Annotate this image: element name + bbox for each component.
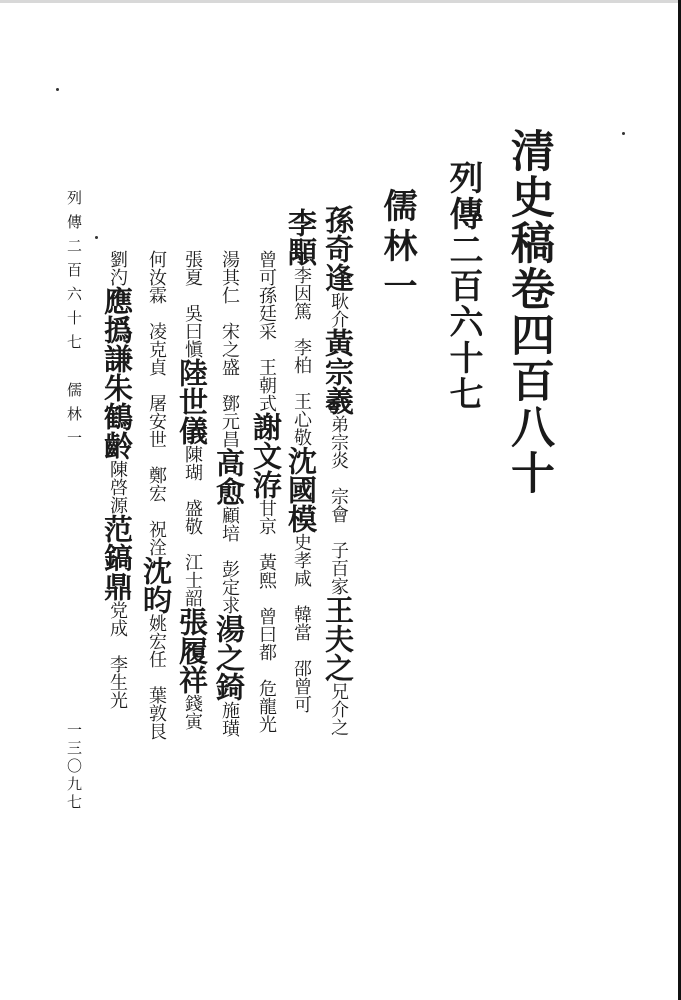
person-note: 張夏 吳曰愼 [182,250,203,358]
contents-column [249,250,283,733]
person-name: 謝文洊 [249,412,283,499]
person-name: 高愈 [212,448,246,506]
person-note: 耿介 [328,292,349,328]
person-note: 党成 李生光 [107,601,128,709]
person-name: 陸世儀 [175,358,209,445]
contents-column [100,250,134,709]
book-title: 清史稿卷四百八十 [503,128,554,496]
person-note: 顧培 彭定求 [219,506,240,614]
person-note: 姚宏任 葉敦艮 [146,614,167,740]
person-note: 李因篤 李柏 王心敬 [291,266,312,446]
contents-column [321,205,355,736]
person-name: 范鎬鼎 [100,514,134,601]
person-name: 沈昀 [139,556,173,614]
chapter-title: 儒林一 [377,188,417,308]
contents-column [139,250,173,740]
person-note: 施璜 [219,701,240,737]
person-note: 何汝霖 凌克貞 屠安世 鄭宏 祝洤 [146,250,167,556]
page-number: 一三〇九七 [65,722,83,812]
person-name: 王夫之 [321,595,355,682]
person-note: 甘京 黃熙 曾曰都 危龍光 [256,499,277,733]
person-note: 弟宗炎 宗會 子百家 [328,415,349,595]
person-note: 史孝咸 韓當 邵曾可 [291,533,312,713]
person-note: 陳瑚 盛敬 江士韶 [182,445,203,607]
section-title: 列傳二百六十七 [443,160,483,412]
contents-column [175,250,209,730]
contents-column [212,250,246,737]
person-name: 湯之錡 [212,614,246,701]
person-note: 湯其仁 宋之盛 鄧元昌 [219,250,240,448]
person-name: 應撝謙 [100,286,134,373]
person-name: 張履祥 [175,607,209,694]
person-note: 劉汋 [107,250,128,286]
person-name: 李顒 [284,208,318,266]
person-note: 錢寅 [182,694,203,730]
scan-top-edge [0,0,681,3]
scan-speck [95,236,98,239]
person-note: 兄介之 [328,682,349,736]
person-name: 朱鶴齡 [100,373,134,460]
person-name: 沈國模 [284,446,318,533]
margin-running-header: 列傳二百六十七 儒林一 [65,190,83,454]
person-note: 曾可孫廷采 王朝式 [256,250,277,412]
scan-speck [56,88,59,91]
person-name: 黃宗羲 [321,328,355,415]
person-note: 陳啓源 [107,460,128,514]
person-name: 孫奇逢 [321,205,355,292]
scan-speck [622,132,625,135]
contents-column [284,208,318,713]
